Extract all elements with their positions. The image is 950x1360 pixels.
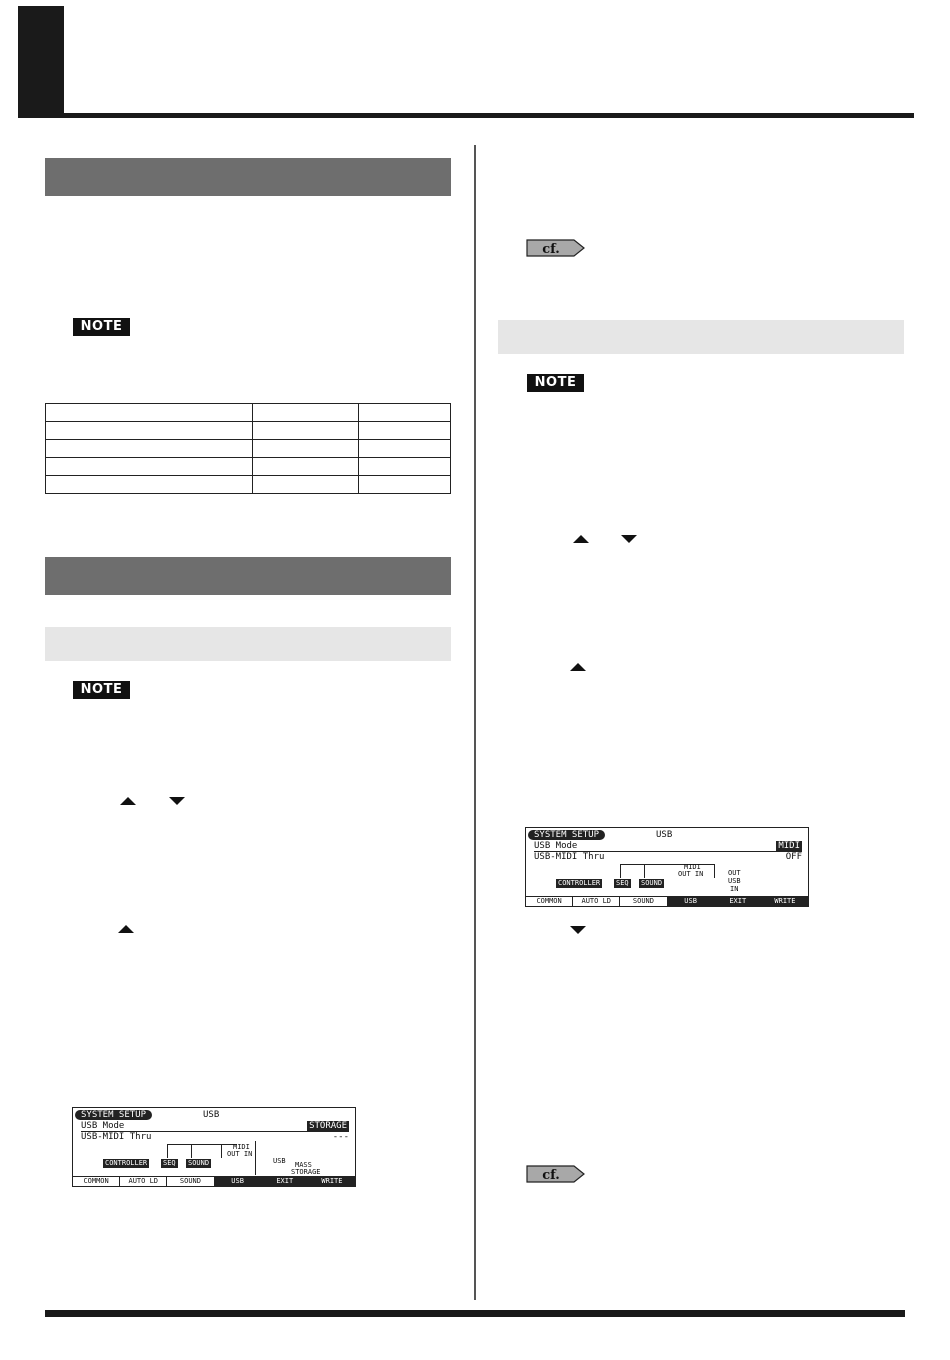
table-row — [46, 458, 451, 476]
cf-tag-text: cf. — [542, 242, 560, 257]
table-row — [46, 404, 451, 422]
midi-out-in-label: OUT IN — [227, 1150, 253, 1158]
usb-mode-label: USB Mode — [81, 1121, 125, 1131]
seq-block: SEQ — [163, 1159, 176, 1167]
usb-label: USB — [273, 1157, 286, 1165]
sound-block: SOUND — [188, 1159, 210, 1167]
up-arrow-icon — [120, 797, 136, 805]
midi-out-in-label: OUT IN — [678, 870, 704, 878]
usb-midi-thru-value: --- — [332, 1132, 349, 1142]
footer-rule — [45, 1310, 905, 1317]
tab-auto-ld: AUTO LD — [120, 1177, 167, 1186]
tab-exit: EXIT — [262, 1177, 309, 1186]
diagram-line — [191, 1144, 192, 1158]
column-divider — [474, 145, 476, 1300]
midi-label: MIDI — [684, 863, 701, 871]
tab-usb: USB — [668, 897, 715, 906]
section-heading-bar — [45, 557, 451, 595]
section-heading-bar — [45, 158, 451, 196]
usb-in-label: IN — [730, 885, 739, 893]
tab-common: COMMON — [526, 897, 573, 906]
diagram-line — [620, 864, 621, 878]
usb-mode-row — [81, 1121, 349, 1131]
mass-label: MASS — [295, 1161, 312, 1169]
usb-label: USB — [728, 877, 741, 885]
usb-midi-thru-label: USB-MIDI Thru — [81, 1132, 152, 1142]
tab-sound: SOUND — [620, 897, 667, 906]
controller-block: CONTROLLER — [558, 879, 601, 887]
seq-block: SEQ — [616, 879, 629, 887]
storage-label: STORAGE — [291, 1168, 321, 1176]
usb-mode-row — [534, 841, 802, 851]
screen-tab-bar — [526, 896, 808, 906]
up-arrow-icon — [570, 663, 586, 671]
screen-tab-bar — [73, 1176, 355, 1186]
tab-common: COMMON — [73, 1177, 120, 1186]
midi-label: MIDI — [233, 1143, 250, 1151]
note-tag: NOTE — [73, 681, 130, 699]
header-rule — [18, 113, 914, 118]
usb-midi-thru-label: USB-MIDI Thru — [534, 852, 605, 862]
down-arrow-icon — [570, 926, 586, 934]
up-arrow-icon — [118, 925, 134, 933]
table-row — [46, 476, 451, 494]
diagram-line — [167, 1144, 168, 1158]
controller-block: CONTROLLER — [105, 1159, 148, 1167]
tab-usb: USB — [215, 1177, 262, 1186]
down-arrow-icon — [621, 535, 637, 543]
cf-tag-icon — [526, 239, 586, 257]
note-tag: NOTE — [527, 374, 584, 392]
tab-auto-ld: AUTO LD — [573, 897, 620, 906]
cf-tag-text: cf. — [542, 1168, 560, 1183]
table-row — [46, 440, 451, 458]
up-arrow-icon — [573, 535, 589, 543]
diagram-line — [167, 1144, 237, 1145]
sound-block: SOUND — [641, 879, 663, 887]
chapter-tab — [18, 6, 64, 118]
screen-title: SYSTEM SETUP — [528, 830, 605, 840]
usb-mode-label: USB Mode — [534, 841, 578, 851]
table-row — [46, 422, 451, 440]
usb-mode-value: MIDI — [778, 841, 800, 851]
diagram-divider — [255, 1141, 256, 1175]
usb-mode-value: STORAGE — [309, 1121, 347, 1131]
tab-exit: EXIT — [715, 897, 762, 906]
screen-title: SYSTEM SETUP — [75, 1110, 152, 1120]
usb-midi-thru-row — [534, 852, 802, 862]
screen-subtitle: USB — [656, 830, 673, 840]
tab-sound: SOUND — [167, 1177, 214, 1186]
subsection-heading-bar — [498, 320, 904, 354]
down-arrow-icon — [169, 797, 185, 805]
usb-midi-thru-value: OFF — [785, 852, 802, 862]
subsection-heading-bar — [45, 627, 451, 661]
usb-out-label: OUT — [728, 869, 741, 877]
screen-subtitle: USB — [203, 1110, 220, 1120]
tab-write: WRITE — [309, 1177, 355, 1186]
usb-midi-thru-row — [81, 1132, 349, 1142]
cf-tag-icon — [526, 1165, 586, 1183]
tab-write: WRITE — [762, 897, 808, 906]
diagram-line — [714, 864, 715, 878]
lcd-screen-midi — [525, 827, 809, 907]
lcd-screen-storage — [72, 1107, 356, 1187]
diagram-line — [221, 1144, 222, 1158]
note-tag: NOTE — [73, 318, 130, 336]
diagram-line — [644, 864, 645, 878]
spec-table — [45, 403, 451, 494]
